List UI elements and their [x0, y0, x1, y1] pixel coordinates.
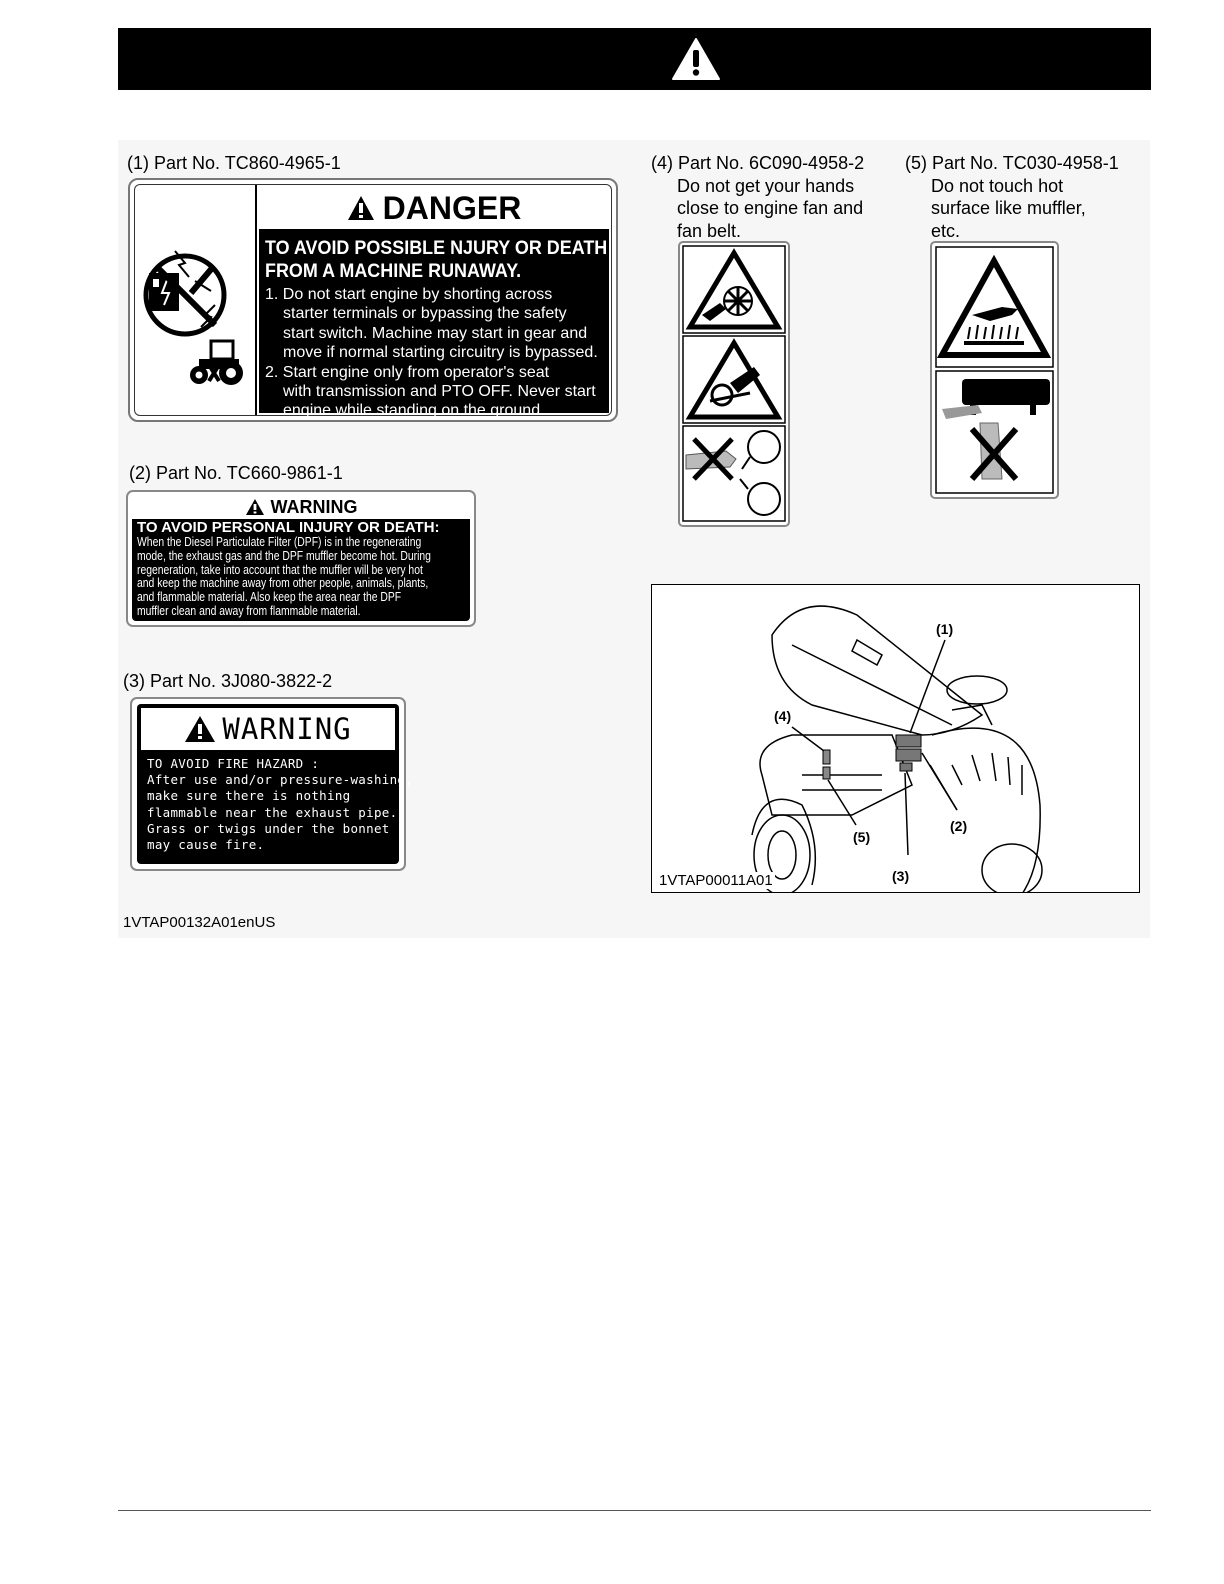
- figure-id: 1VTAP00011A01: [659, 872, 773, 889]
- label-5-desc: Do not touch hot: [931, 175, 1064, 196]
- label-4-caption: [651, 152, 864, 242]
- label-3-line: make sure there is nothing: [147, 788, 351, 804]
- warning-triangle-icon: [671, 37, 721, 81]
- label-4-desc: fan belt.: [677, 220, 742, 241]
- callout-3: (3): [892, 868, 910, 884]
- label-2-line: muffler clean and away from flammable material.: [137, 603, 361, 618]
- label-3-line: TO AVOID FIRE HAZARD :: [147, 756, 320, 771]
- warning-signal-word: WARNING: [222, 712, 352, 746]
- label-5-desc: surface like muffler,: [931, 198, 1086, 218]
- safety-alert-icon: [347, 195, 375, 221]
- hot-surface-pictograph: [932, 243, 1057, 497]
- callout-4: (4): [774, 708, 792, 724]
- label-5-desc: etc.: [931, 220, 961, 241]
- label-1-title-line-2: FROM A MACHINE RUNAWAY.: [265, 260, 522, 282]
- label-2-title: TO AVOID PERSONAL INJURY OR DEATH:: [137, 519, 440, 536]
- label-1-pictograph: [135, 185, 257, 415]
- decal-location-figure: [651, 584, 1140, 893]
- label-3-line: Grass or twigs under the bonnet: [147, 820, 390, 836]
- label-3-line: After use and/or pressure-washing,: [147, 772, 414, 788]
- label-3-caption: (3) Part No. 3J080-3822-2: [123, 671, 333, 691]
- callout-1: (1): [936, 621, 954, 637]
- warning-signal-word: WARNING: [270, 496, 358, 517]
- label-4-desc: Do not get your hands: [677, 175, 855, 196]
- safety-alert-icon: [245, 498, 265, 516]
- footer-rule: [118, 1510, 1151, 1511]
- label-1-line: move if normal starting circuitry is bypassed.: [283, 344, 598, 362]
- label-2-line: and flammable material. Also keep the area near the DPF: [137, 590, 402, 605]
- callout-5: (5): [853, 829, 871, 845]
- label-2-line: When the Diesel Particulate Filter (DPF) is in the regenerating: [137, 535, 422, 549]
- label-5-caption: [905, 152, 1119, 242]
- safety-alert-icon: [184, 715, 216, 743]
- document-code: 1VTAP00132A01enUS: [123, 914, 276, 931]
- header-bar: [118, 28, 1151, 90]
- label-1-line: with transmission and PTO OFF. Never start: [283, 383, 596, 401]
- label-5-part-no: (5) Part No. TC030-4958-1: [905, 153, 1119, 173]
- label-1-line: engine while standing on the ground.: [283, 402, 545, 420]
- label-1-caption: (1) Part No. TC860-4965-1: [127, 153, 341, 173]
- danger-label-1: [128, 178, 618, 422]
- label-4-part-no: (4) Part No. 6C090-4958-2: [651, 153, 865, 173]
- fan-hazard-pictograph: [680, 243, 788, 525]
- warning-label-3: [130, 697, 414, 871]
- label-1-title-line-1: TO AVOID POSSIBLE NJURY OR DEATH: [265, 237, 608, 259]
- label-3-line: may cause fire.: [147, 837, 265, 853]
- label-1-line: starter terminals or bypassing the safety: [283, 305, 567, 323]
- label-3-line: flammable near the exhaust pipe.: [147, 804, 398, 820]
- danger-signal-word: DANGER: [382, 189, 522, 226]
- runaway-tractor-icon: [185, 335, 251, 387]
- label-2-caption: (2) Part No. TC660-9861-1: [129, 463, 343, 483]
- tractor-illustration: [652, 585, 1140, 893]
- warning-label-2: [126, 490, 476, 627]
- fan-belt-label-4: [678, 241, 790, 527]
- label-2-line: regeneration, take into account that the muffler will be very hot: [137, 562, 423, 577]
- label-1-line: start switch. Machine may start in gear and: [283, 324, 588, 342]
- label-4-desc: close to engine fan and: [677, 198, 864, 218]
- label-1-line: 2. Start engine only from operator's seat: [265, 363, 550, 381]
- label-2-line: mode, the exhaust gas and the DPF muffler become hot. During: [137, 548, 431, 563]
- hot-surface-label-5: [930, 241, 1059, 499]
- label-2-line: and keep the machine away from other people, animals, plants,: [137, 576, 429, 591]
- label-1-line: 1. Do not start engine by shorting across: [265, 286, 553, 303]
- callout-2: (2): [950, 818, 968, 834]
